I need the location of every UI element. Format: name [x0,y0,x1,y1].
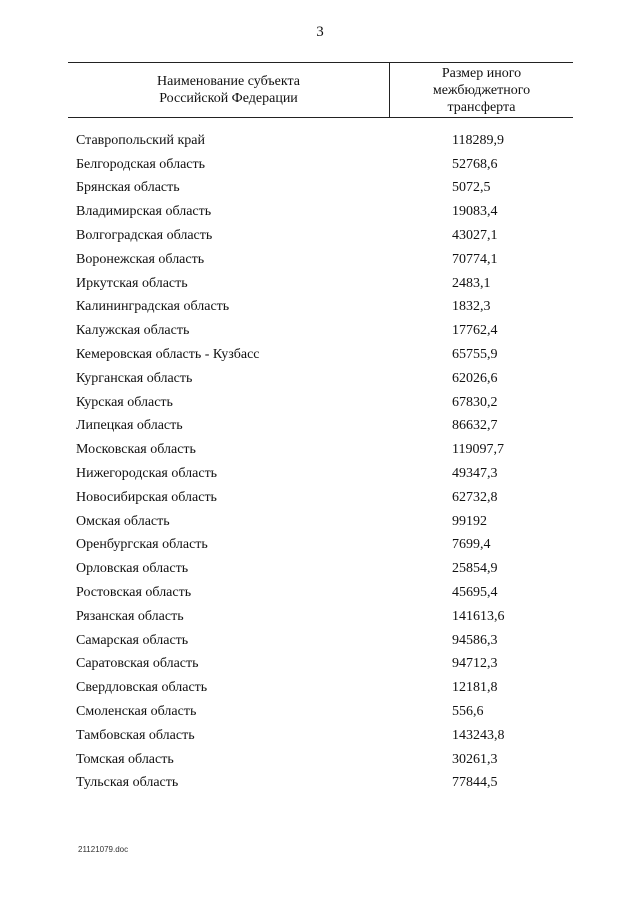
region-name: Курская область [76,394,173,410]
transfer-amount: 141613,6 [452,608,505,624]
region-name: Ростовская область [76,585,192,601]
table-row [76,486,576,510]
transfer-amount: 77844,5 [452,775,498,791]
table-row [76,748,576,772]
transfer-amount: 2483,1 [452,275,491,291]
transfer-amount: 45695,4 [452,585,498,601]
table-row [76,224,576,248]
region-name: Московская область [76,442,196,458]
table-row [76,296,576,320]
table-row [76,367,576,391]
region-name: Орловская область [76,561,189,577]
document-id: 21121079.doc [78,845,129,854]
table-row [76,200,576,224]
region-name: Курганская область [76,370,193,386]
transfer-amount: 12181,8 [452,680,498,696]
region-name: Калужская область [76,323,190,339]
table-row [76,248,576,272]
table-body [76,129,576,795]
region-name: Новосибирская область [76,489,217,505]
region-name: Тамбовская область [76,727,195,743]
region-name: Иркутская область [76,275,188,291]
transfer-amount: 65755,9 [452,347,498,363]
transfer-amount: 94712,3 [452,656,498,672]
table-row [76,177,576,201]
table-row [76,700,576,724]
table-row [76,772,576,796]
region-name: Калининградская область [76,299,230,315]
table-header [68,62,573,118]
transfer-amount: 143243,8 [452,727,505,743]
transfer-amount: 556,6 [452,704,484,720]
region-name: Омская область [76,513,170,529]
transfer-amount: 49347,3 [452,466,498,482]
table-row [76,153,576,177]
page-number: 3 [316,24,324,40]
table-row [76,676,576,700]
transfer-amount: 52768,6 [452,156,498,172]
transfer-amount: 118289,9 [452,132,504,148]
transfer-amount: 1832,3 [452,299,491,315]
table-row [76,272,576,296]
transfer-amount: 119097,7 [452,442,504,458]
region-name: Ставропольский край [76,132,205,148]
table-row [76,557,576,581]
table-row [76,129,576,153]
table-row [76,510,576,534]
header-value-label: Размер иного межбюджетного трансферта [432,65,531,115]
table-row [76,415,576,439]
transfer-amount: 30261,3 [452,751,498,767]
region-name: Белгородская область [76,156,206,172]
region-name: Самарская область [76,632,189,648]
region-name: Томская область [76,751,174,767]
region-name: Рязанская область [76,608,184,624]
region-name: Брянская область [76,180,180,196]
transfer-amount: 5072,5 [452,180,491,196]
region-name: Волгоградская область [76,228,213,244]
region-name: Тульская область [76,775,179,791]
region-name: Оренбургская область [76,537,208,553]
table-row [76,319,576,343]
transfer-amount: 19083,4 [452,204,498,220]
transfer-amount: 70774,1 [452,251,498,267]
table-row [76,724,576,748]
table-row [76,653,576,677]
region-name: Воронежская область [76,251,205,267]
table-row [76,534,576,558]
table-row [76,391,576,415]
transfer-amount: 17762,4 [452,323,498,339]
region-name: Свердловская область [76,680,208,696]
table-row [76,629,576,653]
table-row [76,462,576,486]
transfer-amount: 86632,7 [452,418,498,434]
region-name: Нижегородская область [76,466,218,482]
region-name: Владимирская область [76,204,212,220]
header-name-label: Наименование субъекта Российской Федерации [157,74,300,106]
header-value-column [390,63,573,117]
table-row [76,581,576,605]
transfer-amount: 25854,9 [452,561,498,577]
transfer-amount: 62026,6 [452,370,498,386]
transfer-amount: 43027,1 [452,228,498,244]
transfer-amount: 7699,4 [452,537,491,553]
table-row [76,438,576,462]
region-name: Саратовская область [76,656,199,672]
transfer-amount: 67830,2 [452,394,498,410]
transfer-amount: 62732,8 [452,489,498,505]
table-row [76,605,576,629]
transfer-amount: 99192 [452,513,487,529]
header-name-column [68,63,390,117]
region-name: Кемеровская область - Кузбасс [76,347,260,363]
region-name: Смоленская область [76,704,197,720]
transfer-amount: 94586,3 [452,632,498,648]
table-row [76,343,576,367]
region-name: Липецкая область [76,418,183,434]
